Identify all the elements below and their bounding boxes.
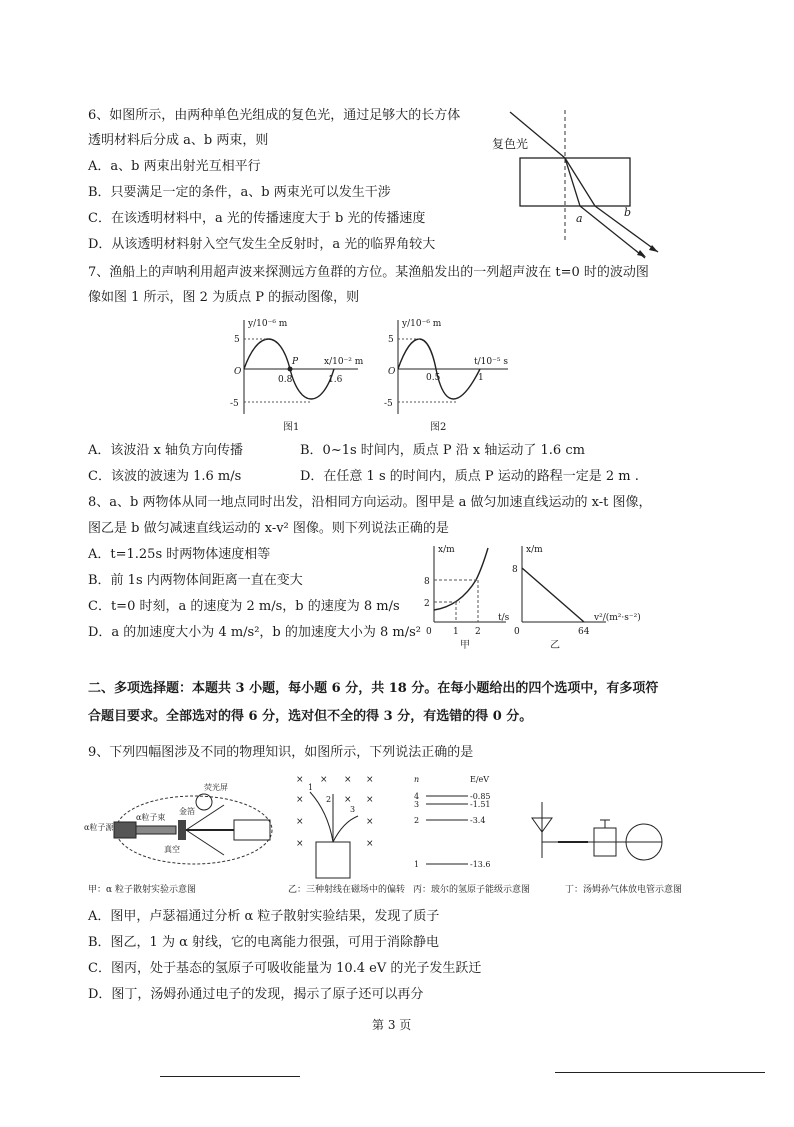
q9-jia-foil: 金箔 — [179, 807, 195, 816]
energy-level-n: 1 — [414, 860, 420, 869]
q9-jia-vacuum: 真空 — [164, 845, 180, 854]
q8-yi-y8: 8 — [512, 565, 518, 575]
q9-jia-screen: 荧光屏 — [204, 783, 228, 792]
q9-figure-jia — [84, 780, 284, 880]
svg-text:×: × — [366, 839, 374, 849]
q8-jia-o: 0 — [426, 627, 432, 637]
q7-fig2-yneg: -5 — [384, 399, 393, 409]
energy-level-n: 3 — [414, 800, 420, 809]
q6-refraction-figure — [490, 100, 670, 260]
q7-fig1-x1: 0.8 — [278, 375, 293, 385]
svg-text:×: × — [296, 775, 304, 785]
q9-option-d: D．图丁，汤姆孙通过电子的发现，揭示了原子还可以再分 — [88, 987, 424, 1002]
q9-option-c: C．图丙，处于基态的氢原子可吸收能量为 10.4 eV 的光子发生跃迁 — [88, 961, 482, 976]
q8-jia-ylabel: x/m — [438, 545, 455, 555]
q7-option-c: C．该波的波速为 1.6 m/s — [88, 469, 242, 484]
q7-fig2-caption: 图2 — [430, 422, 447, 433]
q8-option-b: B．前 1s 内两物体间距离一直在变大 — [88, 573, 303, 588]
energy-level-e: -13.6 — [470, 860, 491, 869]
q8-jia-y2: 2 — [424, 599, 430, 609]
q7-fig2-origin: O — [388, 367, 396, 377]
q9-caption-jia: 甲：α 粒子散射实验示意图 — [88, 885, 196, 895]
svg-text:×: × — [366, 817, 374, 827]
svg-text:×: × — [344, 795, 352, 805]
q7-stem-line2: 像如图 1 所示，图 2 为质点 P 的振动图像，则 — [88, 290, 360, 305]
q7-fig2-xlabel: t/10⁻⁵ s — [474, 357, 508, 367]
q7-option-d: D．在任意 1 s 的时间内，质点 P 运动的路程一定是 2 m . — [300, 469, 639, 484]
q8-yi-o: 0 — [514, 627, 520, 637]
q9-option-a: A．图甲，卢瑟福通过分析 α 粒子散射实验结果，发现了质子 — [88, 909, 440, 924]
svg-text:×: × — [296, 817, 304, 827]
svg-text:×: × — [366, 795, 374, 805]
q9-yi-ray3: 3 — [350, 805, 356, 814]
q8-option-c: C．t=0 时刻，a 的速度为 2 m/s，b 的速度为 8 m/s — [88, 599, 400, 614]
q8-jia-caption: 甲 — [460, 640, 470, 650]
q7-fig1-origin: O — [234, 367, 242, 377]
q6-option-a: A．a、b 两束出射光互相平行 — [88, 159, 261, 174]
q8-figure-yi — [508, 540, 658, 650]
q7-fig1-ypos: 5 — [234, 335, 240, 345]
q6-option-b: B．只要满足一定的条件，a、b 两束光可以发生干涉 — [88, 185, 391, 200]
q6-option-d: D．从该透明材料射入空气发生全反射时，a 光的临界角较大 — [88, 237, 436, 252]
q8-stem-line2: 图乙是 b 做匀减速直线运动的 x-v² 图像。则下列说法正确的是 — [88, 521, 449, 536]
q7-fig2-ypos: 5 — [388, 335, 394, 345]
q8-jia-y8: 8 — [424, 577, 430, 587]
q7-fig1-p: P — [292, 357, 299, 367]
q8-jia-t1: 1 — [453, 627, 459, 637]
q9-caption-yi: 乙：三种射线在磁场中的偏转 — [288, 885, 406, 895]
q8-figure-jia — [420, 540, 520, 650]
energy-level-n: 2 — [414, 816, 420, 825]
q6-fig-label: 复色光 — [492, 137, 529, 151]
q8-yi-caption: 乙 — [550, 640, 560, 650]
q7-figure2 — [380, 314, 520, 434]
q7-fig1-xlabel: x/10⁻² m — [324, 357, 364, 367]
q6-stem-line1: 6、如图所示，由两种单色光组成的复色光，通过足够大的长方体 — [88, 108, 461, 123]
q8-option-a: A．t=1.25s 时两物体速度相等 — [88, 547, 271, 562]
q6-fig-b: b — [624, 206, 632, 219]
q7-fig1-caption: 图1 — [283, 422, 300, 433]
q9-figure-yi — [288, 772, 388, 882]
q9-jia-source: α粒子源 — [84, 823, 114, 832]
section2-line1: 二、多项选择题：本题共 3 小题，每小题 6 分，共 18 分。在每小题给出的四个选项中，有多项符 — [88, 681, 659, 696]
q9-level-n-label: n — [414, 775, 420, 784]
q8-jia-t2: 2 — [475, 627, 481, 637]
q7-option-b: B．0~1s 时间内，质点 P 沿 x 轴运动了 1.6 cm — [300, 443, 585, 458]
q7-fig1-x2: 1.6 — [328, 375, 343, 385]
page-number: 第 3 页 — [372, 1018, 412, 1032]
q9-stem: 9、下列四幅图涉及不同的物理知识，如图所示，下列说法正确的是 — [88, 745, 474, 760]
q8-stem-line1: 8、a、b 两物体从同一地点同时出发，沿相同方向运动。图甲是 a 做匀加速直线运动的 x-t 图像， — [88, 495, 652, 510]
q9-jia-beam: α粒子束 — [136, 813, 166, 822]
q9-yi-ray1: 1 — [308, 783, 314, 792]
q7-fig1-ylabel: y/10⁻⁶ m — [248, 319, 288, 329]
q9-level-e-label: E/eV — [470, 775, 490, 784]
svg-text:×: × — [296, 839, 304, 849]
q6-stem-line2: 透明材料后分成 a、b 两束，则 — [88, 133, 269, 148]
q7-stem-line1: 7、渔船上的声呐利用超声波来探测远方鱼群的方位。某渔船发出的一列超声波在 t=0 时的波动图 — [88, 265, 649, 280]
energy-level-n: 4 — [414, 792, 420, 801]
svg-text:×: × — [320, 775, 328, 785]
q7-fig2-t1: 0.5 — [426, 373, 441, 383]
scan-line-right — [555, 1072, 765, 1073]
svg-text:×: × — [344, 775, 352, 785]
scan-line-left — [160, 1076, 300, 1077]
energy-level-e: -0.85 — [470, 792, 491, 801]
q7-figure1 — [228, 314, 368, 434]
q9-figure-ding — [528, 780, 678, 880]
energy-level-e: -3.4 — [470, 816, 486, 825]
q7-fig1-yneg: -5 — [230, 399, 239, 409]
svg-text:×: × — [296, 795, 304, 805]
energy-level-e: -1.51 — [470, 800, 491, 809]
q9-figure-bing — [408, 772, 518, 882]
svg-text:×: × — [366, 775, 374, 785]
q8-jia-xlabel: t/s — [498, 613, 510, 623]
q8-yi-xlabel: v²/(m²·s⁻²) — [594, 613, 641, 623]
q8-yi-ylabel: x/m — [526, 545, 543, 555]
q9-caption-ding: 丁：汤姆孙气体放电管示意图 — [565, 885, 683, 895]
q7-option-a: A．该波沿 x 轴负方向传播 — [88, 443, 243, 458]
q6-fig-a: a — [576, 212, 583, 225]
q8-option-d: D．a 的加速度大小为 4 m/s²，b 的加速度大小为 8 m/s² — [88, 625, 422, 640]
q6-option-c: C．在该透明材料中，a 光的传播速度大于 b 光的传播速度 — [88, 211, 426, 226]
q7-fig2-ylabel: y/10⁻⁶ m — [402, 319, 442, 329]
q8-yi-v64: 64 — [578, 627, 590, 637]
q9-caption-bing: 丙：玻尔的氢原子能级示意图 — [413, 885, 531, 895]
q9-option-b: B．图乙，1 为 α 射线，它的电离能力很强，可用于消除静电 — [88, 935, 440, 950]
section2-line2: 合题目要求。全部选对的得 6 分，选对但不全的得 3 分，有选错的得 0 分。 — [88, 709, 533, 724]
q9-yi-ray2: 2 — [326, 795, 332, 804]
q7-fig2-t2: 1 — [478, 373, 484, 383]
